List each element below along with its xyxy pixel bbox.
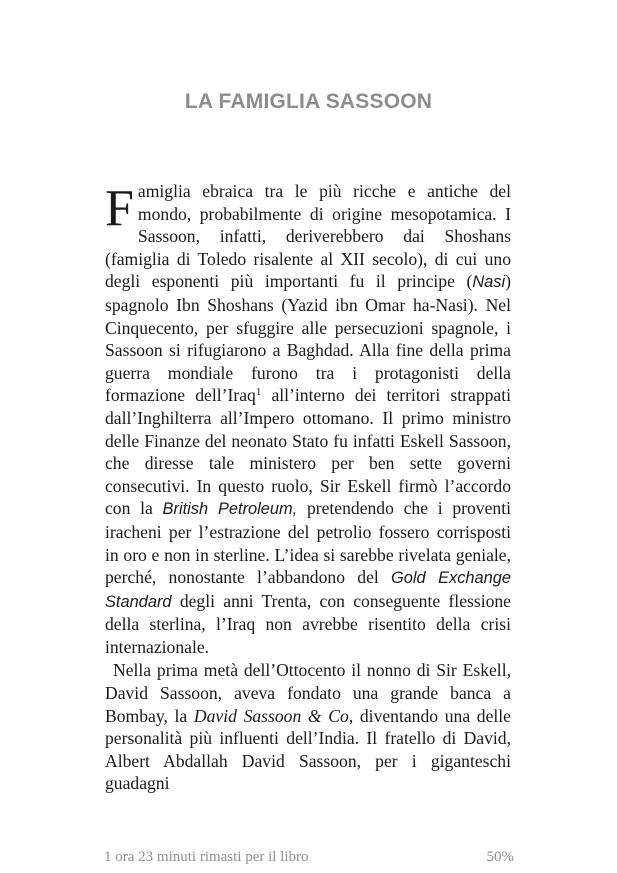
paragraph-1-text-4: pretendendo che i proventi iracheni per l’estrazione del petrolio fossero corrisposti in oro e non in sterline. L’idea si sarebbe rivelata geniale, perché, nonostante l’abbandono del [105, 498, 511, 588]
progress-percent: 50% [486, 849, 514, 865]
paragraph-1 [105, 180, 511, 658]
italic-nasi: Nasi [472, 273, 506, 292]
paragraph-1-text-5: degli anni Trenta, con conseguente flessione della sterlina, l’Iraq non avrebbe risentito della crisi internazionale. [105, 590, 511, 657]
drop-cap: F [105, 180, 134, 237]
chapter-title: LA FAMIGLIA SASSOON [184, 90, 433, 113]
paragraph-1-text-3: all’interno dei territori strappati dall’Inghilterra all’Impero ottomano. Il primo ministro delle Finanze del neonato Stato fu infatti Eskell Sassoon, che diresse tale ministero per ben sette governi consecutivi. In questo ruolo, Sir Eskell firmò l’accordo con la [105, 385, 511, 519]
italic-british-petroleum: British Petroleum, [162, 500, 298, 519]
paragraph-2-text-1: Nella prima metà dell’Ottocento il nonno di Sir Eskell, David Sassoon, aveva fondato una grande banca a Bombay, la [105, 660, 511, 726]
footnote-reference[interactable]: 1 [255, 386, 262, 399]
page-body [105, 180, 511, 795]
paragraph-1-text-1: amiglia ebraica tra le più ricche e antiche del mondo, probabilmente di origine mesopotamica. I Sassoon, infatti, deriverebbero dai Shoshans (famiglia di Toledo risalente al XII secolo), di cui uno degli esponenti più importanti fu il principe ( [105, 181, 511, 292]
italic-bank-name: David Sassoon & Co, [193, 705, 354, 726]
time-remaining: 1 ora 23 minuti rimasti per il libro [104, 849, 309, 865]
paragraph-2-text-2: diventando una delle personalità più influenti dell’India. Il fratello di David, Albert Abdallah David Sassoon, per i giganteschi guadagni [105, 705, 511, 794]
reading-progress-footer [104, 849, 514, 866]
italic-gold-exchange-standard: Gold Exchange Standard [105, 569, 511, 611]
paragraph-1-text-2: ) spagnolo Ibn Shoshans (Yazid ibn Omar ha-Nasi). Nel Cinquecento, per sfuggire alle persecuzioni spagnole, i Sassoon si rifugiarono a Baghdad. Alla fine della prima guerra mondiale furono tra i protagonisti della formazione dell’Iraq [105, 271, 511, 406]
paragraph-2 [105, 659, 511, 795]
